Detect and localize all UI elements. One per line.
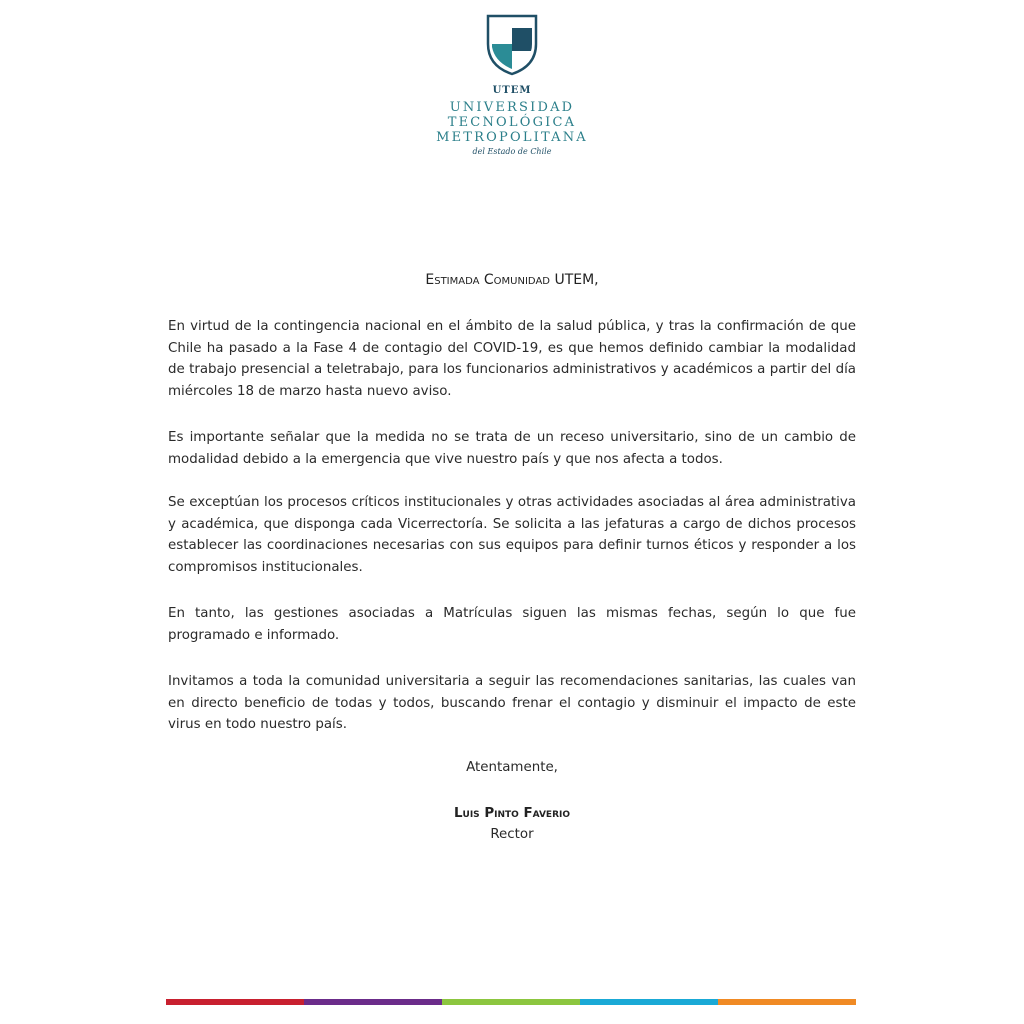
footer-bar-segment-purple <box>304 999 442 1005</box>
footer-bar-segment-blue <box>580 999 718 1005</box>
letter-paragraph-1: En virtud de la contingencia nacional en el ámbito de la salud pública, y tras la confirmación de que Chile ha pasado a la Fase 4 de contagio del COVID-19, es que hemos definido cambiar la modalidad de trabajo presencial a teletrabajo, para los funcionarios administrativos y académicos a partir del día miércoles 18 de marzo hasta nuevo aviso. <box>168 319 856 399</box>
letter-paragraph-2: Es importante señalar que la medida no se trata de un receso universitario, sino de un cambio de modalidad debido a la emergencia que vive nuestro país y que nos afecta a todos. <box>168 430 856 467</box>
letter-paragraph-3: Se exceptúan los procesos críticos institucionales y otras actividades asociadas al área administrativa y académica, que disponga cada Vicerrectoría. Se solicita a las jefaturas a cargo de dichos procesos establecer las coordinaciones necesarias con sus equipos para definir turnos éticos y responder a los compromisos institucionales. <box>168 495 856 575</box>
letter-greeting: Estimada Comunidad UTEM, <box>425 272 599 288</box>
logo-line-2: TECNOLÓGICA <box>447 115 577 130</box>
footer-color-bar <box>166 999 856 1005</box>
logo-line-3: METROPOLITANA <box>436 130 588 145</box>
signer-role: Rector <box>490 827 534 842</box>
footer-bar-segment-orange <box>718 999 856 1005</box>
letter-closing: Atentamente, <box>466 760 558 775</box>
utem-shield-icon <box>485 14 539 76</box>
logo-acronym: UTEM <box>492 85 532 96</box>
logo-subtitle: del Estado de Chile <box>472 147 552 156</box>
letter-paragraph-5: Invitamos a toda la comunidad universitaria a seguir las recomendaciones sanitarias, las cuales van en directo beneficio de todas y todos, buscando frenar el contagio y disminuir el impacto de este virus en todo nuestro país. <box>168 674 856 732</box>
letter-paragraph-4: En tanto, las gestiones asociadas a Matrículas siguen las mismas fechas, según lo que fue programado e informado. <box>168 606 856 643</box>
footer-bar-segment-red <box>166 999 304 1005</box>
footer-bar-segment-green <box>442 999 580 1005</box>
signer-name: Luis Pinto Faverio <box>453 806 571 821</box>
utem-logo <box>412 14 612 164</box>
logo-line-1: UNIVERSIDAD <box>449 100 575 115</box>
